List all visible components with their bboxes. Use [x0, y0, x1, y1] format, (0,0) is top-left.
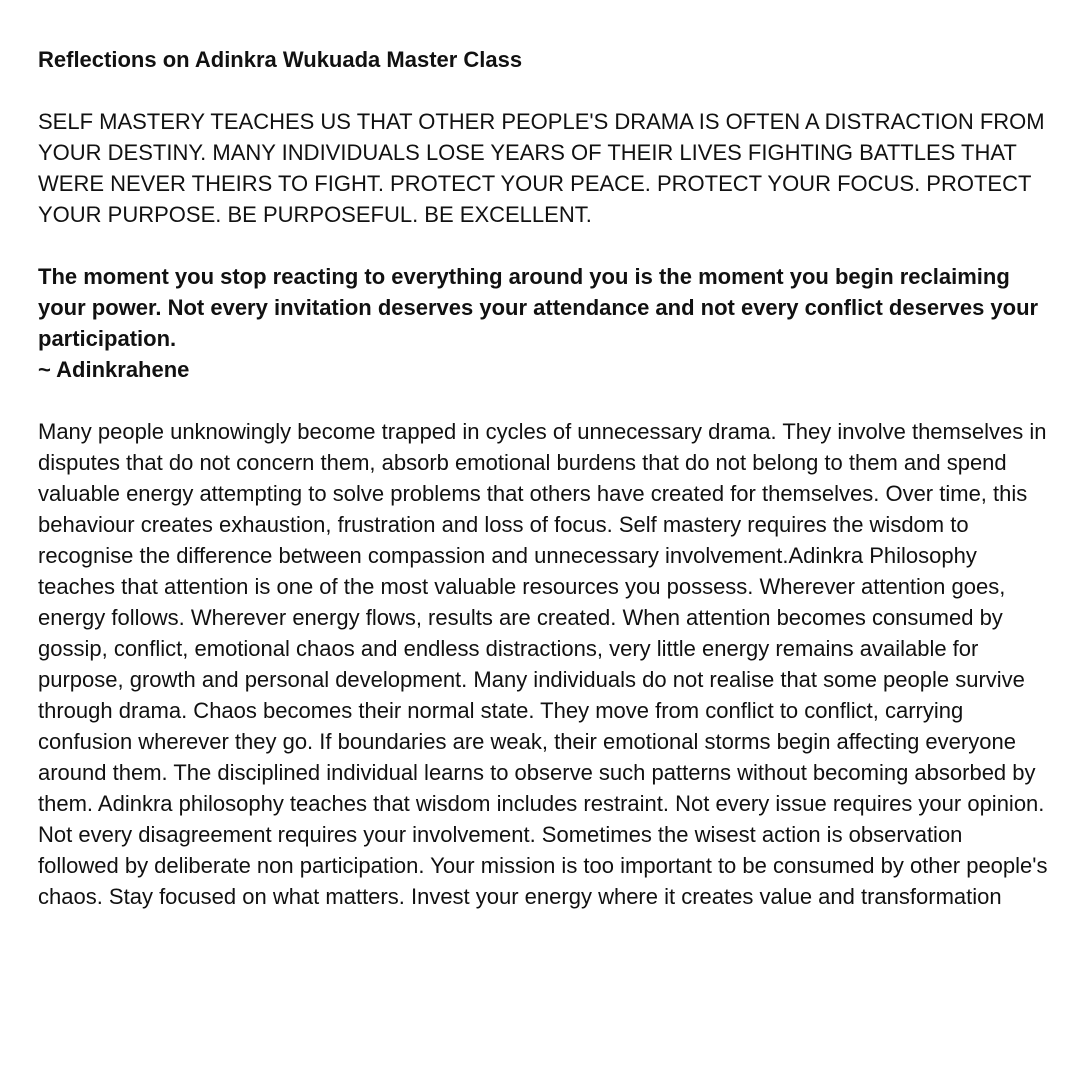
quote-attribution: ~ Adinkrahene: [38, 357, 190, 382]
body-paragraph: Many people unknowingly become trapped in cycles of unnecessary drama. They involve themselves in disputes that do not concern them, absorb emotional burdens that do not belong to them and spend valuable energy attempting to solve problems that others have created for themselves. Over time, this behaviour creates exhaustion, frustration and loss of focus. Self mastery requires the wisdom to recognise the difference between compassion and unnecessary involvement.Adinkra Philosophy teaches that attention is one of the most valuable resources you possess. Wherever attention goes, energy follows. Wherever energy flows, results are created. When attention becomes consumed by gossip, conflict, emotional chaos and endless distractions, very little energy remains available for purpose, growth and personal development. Many individuals do not realise that some people survive through drama. Chaos becomes their normal state. They move from conflict to conflict, carrying confusion wherever they go. If boundaries are weak, their emotional storms begin affecting everyone around them. The disciplined individual learns to observe such patterns without becoming absorbed by them. Adinkra philosophy teaches that wisdom includes restraint. Not every issue requires your opinion. Not every disagreement requires your involvement. Sometimes the wisest action is observation followed by deliberate non participation. Your mission is too important to be consumed by other people's chaos. Stay focused on what matters. Invest your energy where it creates value and transformation: [38, 419, 1048, 909]
caps-paragraph: SELF MASTERY TEACHES US THAT OTHER PEOPLE'S DRAMA IS OFTEN A DISTRACTION FROM YOUR DESTINY. MANY INDIVIDUALS LOSE YEARS OF THEIR LIVES FIGHTING BATTLES THAT WERE NEVER THEIRS TO FIGHT. PROTECT YOUR PEACE. PROTECT YOUR FOCUS. PROTECT YOUR PURPOSE. BE PURPOSEFUL. BE EXCELLENT.: [38, 109, 1045, 227]
quote-block: [38, 261, 1048, 385]
document-page: [38, 44, 1048, 912]
quote-text: The moment you stop reacting to everything around you is the moment you begin reclaiming your power. Not every invitation deserves your attendance and not every conflict deserves your participation.: [38, 264, 1039, 351]
document-title: Reflections on Adinkra Wukuada Master Class: [38, 47, 523, 72]
